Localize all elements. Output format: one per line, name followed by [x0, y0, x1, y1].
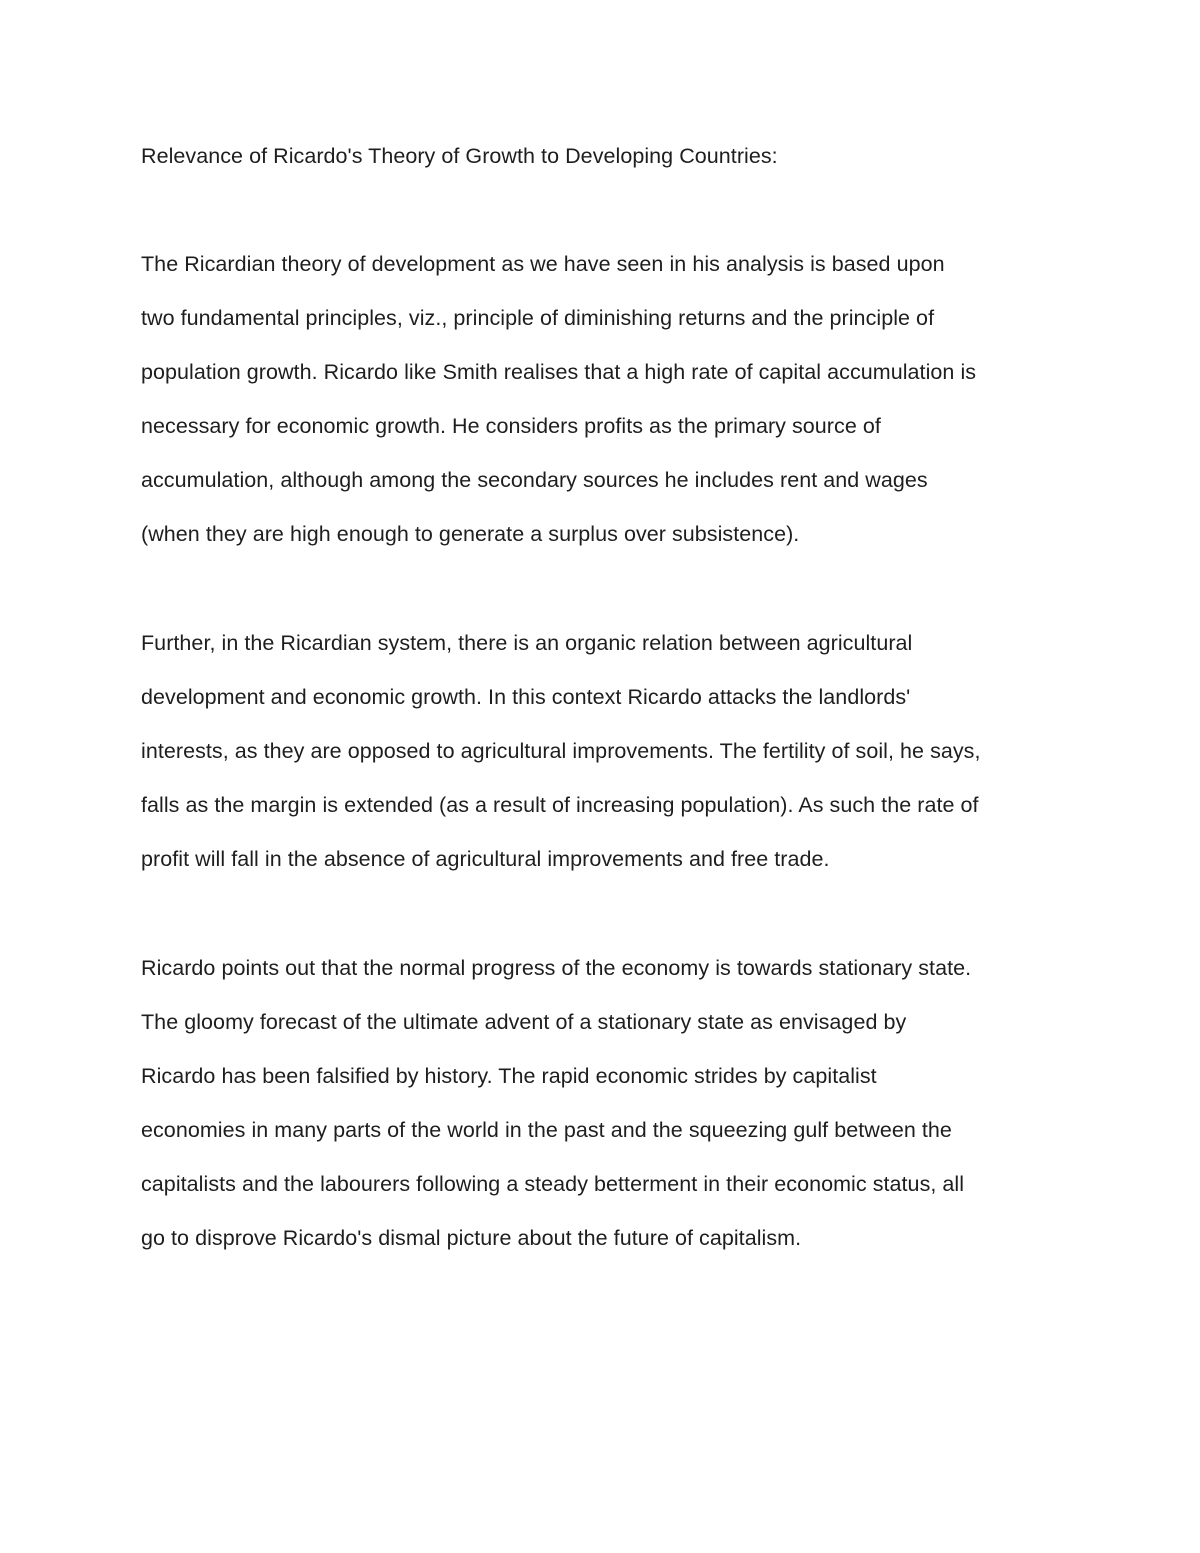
paragraph-line: go to disprove Ricardo's dismal picture about the future of capitalism.: [141, 1226, 802, 1250]
paragraph-line: The Ricardian theory of development as we have seen in his analysis is based upon: [141, 252, 945, 276]
paragraph-line: capitalists and the labourers following a steady betterment in their economic status, all: [141, 1172, 965, 1196]
paragraph-line: Further, in the Ricardian system, there is an organic relation between agricultural: [141, 631, 913, 655]
paragraph-line: two fundamental principles, viz., principle of diminishing returns and the principle of: [141, 306, 935, 330]
paragraph-line: The gloomy forecast of the ultimate advent of a stationary state as envisaged by: [141, 1010, 907, 1034]
paragraph-line: population growth. Ricardo like Smith realises that a high rate of capital accumulation is: [141, 360, 977, 384]
document-heading: Relevance of Ricardo's Theory of Growth to Developing Countries:: [141, 144, 778, 168]
paragraph-line: falls as the margin is extended (as a result of increasing population). As such the rate of: [141, 793, 979, 817]
paragraph-line: Ricardo has been falsified by history. The rapid economic strides by capitalist: [141, 1064, 877, 1088]
paragraph-line: profit will fall in the absence of agricultural improvements and free trade.: [141, 847, 830, 871]
paragraph-line: necessary for economic growth. He considers profits as the primary source of: [141, 414, 881, 438]
paragraph-line: development and economic growth. In this context Ricardo attacks the landlords': [141, 685, 911, 709]
paragraph-line: interests, as they are opposed to agricultural improvements. The fertility of soil, he says,: [141, 739, 981, 763]
paragraph-line: accumulation, although among the secondary sources he includes rent and wages: [141, 468, 928, 492]
paragraph-line: economies in many parts of the world in the past and the squeezing gulf between the: [141, 1118, 952, 1142]
paragraph-line: Ricardo points out that the normal progress of the economy is towards stationary state.: [141, 956, 972, 980]
paragraph-line: (when they are high enough to generate a surplus over subsistence).: [141, 522, 800, 546]
